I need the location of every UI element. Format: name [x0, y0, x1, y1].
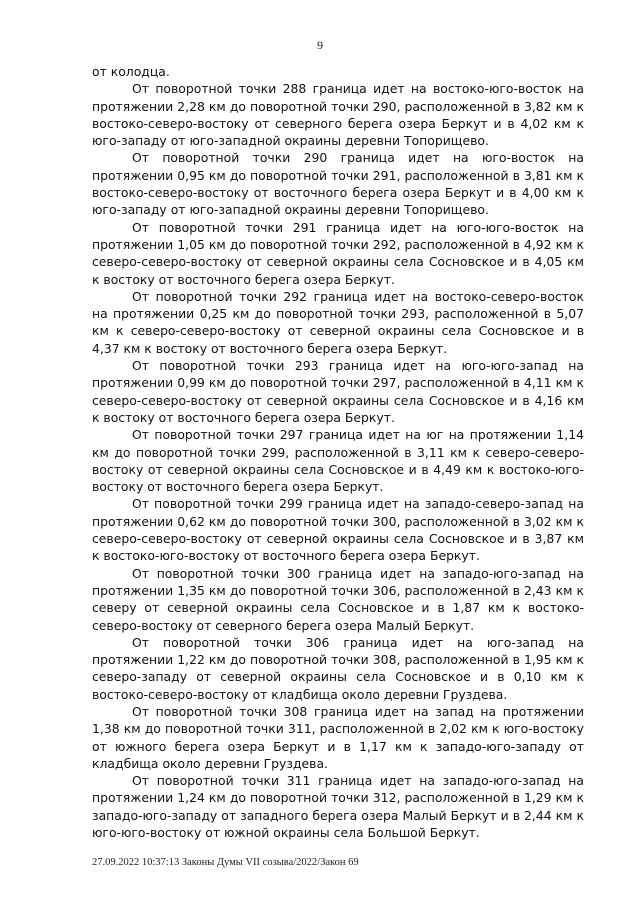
- paragraph-point-300: От поворотной точки 300 граница идет на западо-юго-запад на протяжении 1,35 км до поворотной точки 306, расположенной в 2,43 км к северу от северной окраины села Сосновское и в 1,87 км к востоко-северо-востоку от северного берега озера Малый Беркут.: [92, 565, 584, 633]
- paragraph-point-297: От поворотной точки 297 граница идет на юг на протяжении 1,14 км до поворотной точки 299, расположенной в 3,11 км к северо-северо-востоку от северной окраины села Сосновское и в 4,49 км к востоко-юго-востоку от восточного берега озера Беркут.: [92, 427, 584, 495]
- document-body: [92, 63, 584, 841]
- paragraph-point-311: От поворотной точки 311 граница идет на западо-юго-запад на протяжении 1,24 км до поворотной точки 312, расположенной в 1,29 км к западо-юго-западу от западного берега озера Малый Беркут и в 2,44 км к юго-юго-востоку от южной окраины села Большой Беркут.: [92, 773, 584, 841]
- paragraph-point-291: От поворотной точки 291 граница идет на юго-юго-восток на протяжении 1,05 км до поворотной точки 292, расположенной в 4,92 км к северо-северо-востоку от северной окраины села Сосновское и в 4,05 км к востоку от восточного берега озера Беркут.: [92, 219, 584, 287]
- paragraph-point-288: От поворотной точки 288 граница идет на востоко-юго-восток на протяжении 2,28 км до поворотной точки 290, расположенной в 3,82 км к востоко-северо-востоку от северного берега озера Беркут и в 4,02 км к юго-западу от юго-западной окраины деревни Топорищево.: [92, 81, 584, 149]
- paragraph-continuation: от колодца.: [92, 64, 170, 79]
- paragraph-point-290: От поворотной точки 290 граница идет на юго-восток на протяжении 0,95 км до поворотной точки 291, расположенной в 3,81 км к востоко-северо-востоку от восточного берега озера Беркут и в 4,00 км к юго-западу от юго-западной окраины деревни Топорищево.: [92, 150, 584, 218]
- page-number: 9: [317, 38, 323, 52]
- paragraph-point-299: От поворотной точки 299 граница идет на западо-северо-запад на протяжении 0,62 км до поворотной точки 300, расположенной в 3,02 км к северо-северо-востоку от северной окраины села Сосновское и в 3,87 км к востоко-юго-востоку от восточного берега озера Беркут.: [92, 496, 584, 564]
- paragraph-point-293: От поворотной точки 293 граница идет на юго-юго-запад на протяжении 0,99 км до поворотной точки 297, расположенной в 4,11 км к северо-северо-востоку от северной окраины села Сосновское и в 4,16 км к востоку от восточного берега озера Беркут.: [92, 358, 584, 425]
- paragraph-point-306: От поворотной точки 306 граница идет на юго-запад на протяжении 1,22 км до поворотной точки 308, расположенной в 1,95 км к северо-западу от северной окраины села Сосновское и в 0,10 км к востоко-северо-востоку от кладбища около деревни Груздева.: [92, 634, 584, 702]
- document-footer: 27.09.2022 10:37:13 Законы Думы VII созыва/2022/Закон 69: [92, 857, 359, 868]
- paragraph-point-308: От поворотной точки 308 граница идет на запад на протяжении 1,38 км до поворотной точки 311, расположенной в 2,02 км к юго-востоку от южного берега озера Беркут и в 1,17 км к западо-юго-западу от кладбища около деревни Груздева.: [92, 703, 584, 771]
- paragraph-point-292: От поворотной точки 292 граница идет на востоко-северо-восток на протяжении 0,25 км до поворотной точки 293, расположенной в 5,07 км к северо-северо-востоку от северной окраины села Сосновское и в 4,37 км к востоку от восточного берега озера Беркут.: [92, 288, 584, 356]
